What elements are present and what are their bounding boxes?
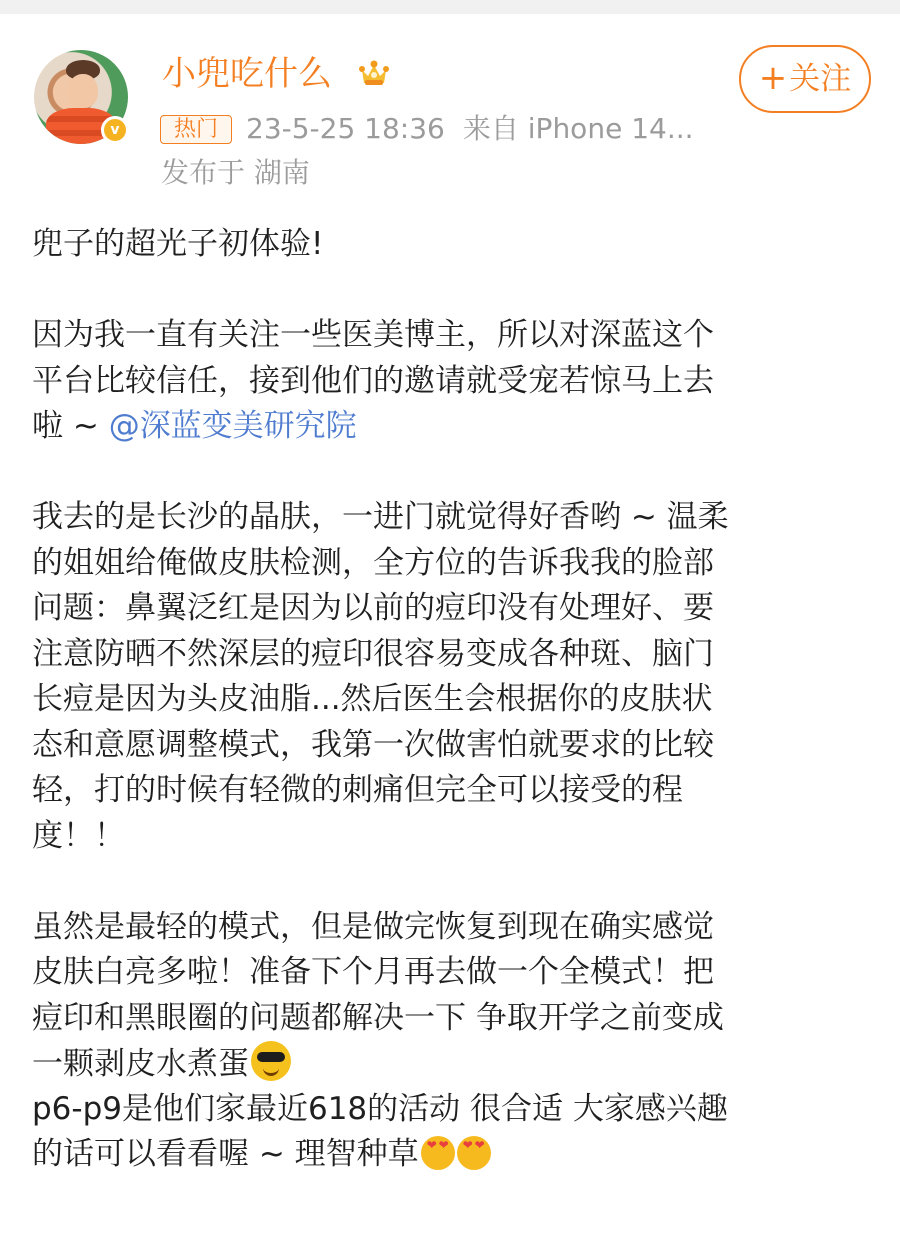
- post-blank-line: [32, 859, 868, 905]
- user-name-link[interactable]: 小兜吃什么: [162, 54, 332, 94]
- post-line: 长痘是因为头皮油脂...然后医生会根据你的皮肤状: [32, 681, 713, 717]
- post-blank-line: [32, 450, 868, 496]
- post-line: 皮肤白亮多啦！准备下个月再去做一个全模式！把: [32, 954, 714, 990]
- post-line-with-emoji: [32, 1041, 868, 1087]
- follow-plus-icon: +: [758, 58, 788, 98]
- post-line: 兜子的超光子初体验!: [32, 226, 324, 262]
- verified-badge-mark: v: [110, 122, 120, 138]
- top-status-strip: [0, 0, 900, 14]
- post-line: 痘印和黑眼圈的问题都解决一下 争取开学之前变成: [32, 999, 724, 1036]
- post-line-text: 一颗剥皮水煮蛋: [32, 1046, 249, 1082]
- post-line: 我去的是长沙的晶肤，一进门就觉得好香哟 ~ 温柔: [32, 499, 729, 535]
- post-line: 注意防晒不然深层的痘印很容易变成各种斑、脑门: [32, 635, 714, 672]
- post-line: 的姐姐给俺做皮肤检测，全方位的告诉我我的脸部: [32, 544, 714, 581]
- post-line: 轻，打的时候有轻微的刺痛但完全可以接受的程: [32, 772, 683, 808]
- post-location: 发布于 湖南: [161, 156, 310, 189]
- post-content: [32, 222, 868, 1178]
- post-source: 来自 iPhone 14...: [462, 112, 694, 145]
- verified-badge-icon: [101, 116, 129, 144]
- post-line-with-mention: [32, 404, 868, 450]
- post-meta: [246, 109, 694, 149]
- post-line: 因为我一直有关注一些医美博主，所以对深蓝这个: [32, 317, 714, 353]
- hot-badge: 热门: [160, 115, 232, 144]
- post-line-text: 的话可以看看喔 ~ 理智种草: [32, 1136, 419, 1172]
- post-line: 平台比较信任，接到他们的邀请就受宠若惊马上去: [32, 362, 714, 399]
- post-line: 虽然是最轻的模式，但是做完恢复到现在确实感觉: [32, 908, 714, 945]
- avatar-face-shape: [68, 74, 98, 108]
- post-blank-line: [32, 268, 868, 314]
- post-line: p6-p9是他们家最近618的活动 很合适 大家感兴趣: [32, 1090, 728, 1127]
- post-line: 态和意愿调整模式，我第一次做害怕就要求的比较: [32, 726, 714, 763]
- follow-button[interactable]: [739, 45, 871, 113]
- hearts-emoji-icon: [457, 1136, 491, 1170]
- post-line-with-emoji: [32, 1132, 868, 1178]
- sunglasses-emoji-icon: [251, 1041, 291, 1081]
- hearts-emoji-icon: [421, 1136, 455, 1170]
- post-timestamp: 23-5-25 18:36: [246, 112, 445, 145]
- post-line-prefix: 啦 ~: [32, 408, 109, 444]
- post-line: 度！！: [32, 817, 125, 854]
- mention-link[interactable]: @深蓝变美研究院: [108, 408, 357, 444]
- crown-icon: [357, 58, 391, 90]
- follow-button-label: 关注: [789, 60, 852, 97]
- post-line: 问题：鼻翼泛红是因为以前的痘印没有处理好、要: [32, 590, 714, 626]
